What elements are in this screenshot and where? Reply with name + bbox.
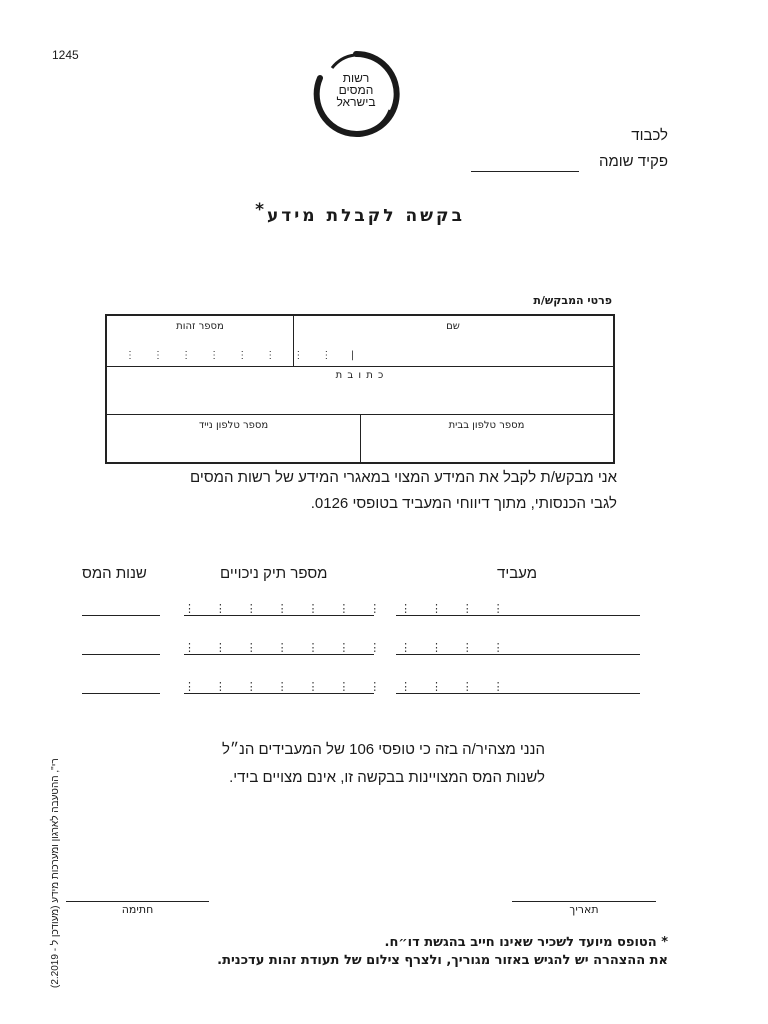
- declaration-line1: הנני מצהיר/ה בזה כי טופסי 106 של המעבידים הנ״ל: [222, 741, 545, 758]
- form-number: 1245: [52, 48, 79, 62]
- statement-line1: אני מבקש/ת לקבל את המידע המצוי במאגרי המידע של רשות המסים: [190, 469, 617, 486]
- address-label: כ ת ו ב ת: [335, 370, 385, 381]
- footnote: [217, 934, 668, 970]
- logo-text-line1: רשות: [342, 71, 370, 85]
- id-number-field[interactable]: ⋮ ⋮ ⋮ ⋮ ⋮ ⋮ ⋮ ⋮ |: [125, 350, 356, 361]
- deduction-file-field[interactable]: ⋮ ⋮ ⋮ ⋮ ⋮ ⋮ ⋮ ⋮ ⋮ ⋮ ⋮: [184, 680, 504, 693]
- tax-year-field[interactable]: [82, 692, 160, 694]
- deduction-file-column-header: מספר תיק ניכויים: [220, 565, 328, 582]
- declaration-line2: לשנות המס המצויינות בבקשה זו, אינם מצויים בידי.: [229, 769, 545, 786]
- deduction-file-underline: [184, 614, 374, 616]
- name-field[interactable]: [317, 336, 608, 362]
- statement-line2: לגבי הכנסותי, מתוך דיווחי המעביד בטופסי 0126.: [310, 495, 617, 512]
- logo-text-line2: המסים: [338, 83, 374, 97]
- page-title: [250, 200, 470, 226]
- signature-label: חתימה: [121, 903, 154, 916]
- deduction-file-field[interactable]: ⋮ ⋮ ⋮ ⋮ ⋮ ⋮ ⋮ ⋮ ⋮ ⋮ ⋮: [184, 602, 504, 615]
- id-number-label: מספר זהות: [176, 321, 224, 332]
- title-asterisk: *: [255, 200, 267, 220]
- tax-year-field[interactable]: [82, 653, 160, 655]
- declaration: [222, 736, 545, 792]
- tax-year-field[interactable]: [82, 614, 160, 616]
- title-text: בקשה לקבלת מידע: [266, 206, 465, 226]
- logo-text-line3: בישראל: [336, 95, 376, 109]
- addressee-line1: לכבוד: [631, 127, 668, 144]
- home-phone-label: מספר טלפון בבית: [448, 420, 525, 431]
- address-field[interactable]: [112, 386, 608, 410]
- deduction-file-underline: [184, 692, 374, 694]
- mobile-phone-label: מספר טלפון נייד: [198, 420, 269, 431]
- assessing-officer-field[interactable]: [471, 170, 579, 172]
- signature-field[interactable]: [66, 900, 209, 902]
- tax-authority-logo: [310, 48, 402, 140]
- footnote-line1: * הטופס מיועד לשכיר שאינו חייב בהגשת דו״ח.: [384, 935, 668, 950]
- name-label: שם: [446, 321, 460, 332]
- addressee: [599, 123, 668, 175]
- tax-year-column-header: שנות המס: [82, 565, 147, 582]
- date-label: תאריך: [569, 903, 599, 916]
- side-note: (2.2019 - מעודכן ל) רי", ההטעבה לארגון ומערכות מידע: [50, 758, 61, 988]
- addressee-line2: פקיד שומה: [598, 153, 668, 170]
- home-phone-field[interactable]: [365, 436, 608, 458]
- request-statement: [87, 465, 617, 517]
- applicant-details-box: [105, 314, 615, 464]
- mobile-phone-field[interactable]: [112, 436, 355, 458]
- applicant-section-heading: פרטי המבקש/ת: [533, 294, 612, 307]
- footnote-line2: את ההצהרה יש להגיש באזור מגוריך, ולצרף צילום של תעודת זהות עדכנית.: [217, 953, 668, 968]
- date-field[interactable]: [512, 900, 656, 902]
- deduction-file-field[interactable]: ⋮ ⋮ ⋮ ⋮ ⋮ ⋮ ⋮ ⋮ ⋮ ⋮ ⋮: [184, 641, 504, 654]
- employer-column-header: מעביד: [497, 565, 538, 582]
- deduction-file-underline: [184, 653, 374, 655]
